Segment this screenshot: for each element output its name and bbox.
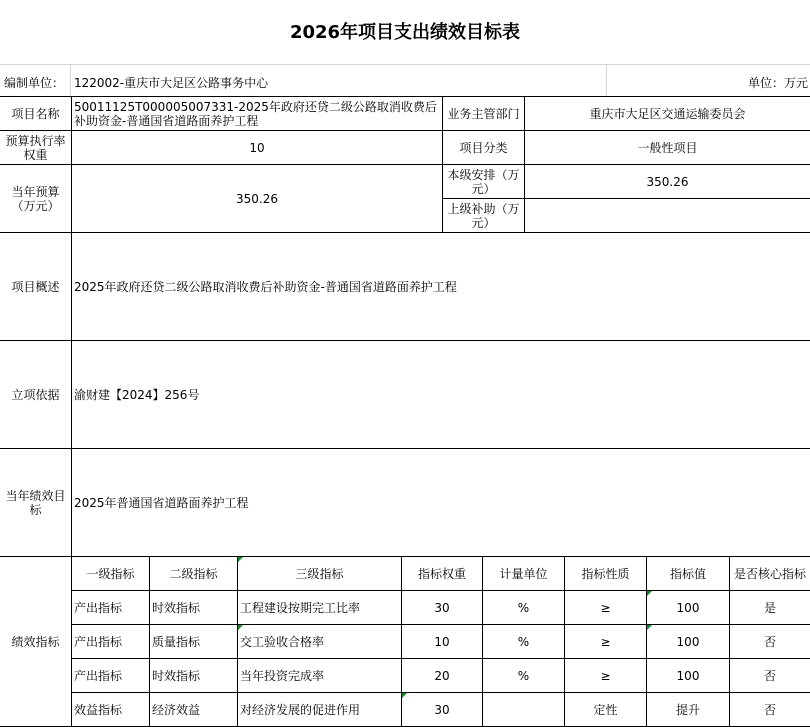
ind-0-level3: 工程建设按期完工比率 <box>237 590 402 625</box>
header-divider-top <box>0 64 810 65</box>
upper-value <box>524 198 810 233</box>
ind-1-level2: 质量指标 <box>149 624 238 659</box>
overview-label: 项目概述 <box>0 232 72 341</box>
ind-2-unit: % <box>482 658 565 693</box>
org-value: 122002-重庆市大足区公路事务中心 <box>74 76 269 90</box>
ind-1-nature: ≥ <box>564 624 647 659</box>
basis-label: 立项依据 <box>0 340 72 449</box>
goal-value: 2025年普通国省道路面养护工程 <box>71 448 810 557</box>
category-value: 一般性项目 <box>524 130 810 165</box>
ind-3-level1: 效益指标 <box>71 692 150 727</box>
ind-0-weight: 30 <box>401 590 483 625</box>
local-label: 本级安排（万元） <box>442 164 525 199</box>
ind-3-level3: 对经济发展的促进作用 <box>237 692 402 727</box>
ind-2-core: 否 <box>729 658 810 693</box>
ind-1-unit: % <box>482 624 565 659</box>
ind-2-level3: 当年投资完成率 <box>237 658 402 693</box>
local-value: 350.26 <box>524 164 810 199</box>
header-level3: 三级指标 <box>237 556 402 591</box>
page-title: 2026年项目支出绩效目标表 <box>289 22 521 43</box>
ind-0-unit: % <box>482 590 565 625</box>
ind-3-core: 否 <box>729 692 810 727</box>
ind-0-level1: 产出指标 <box>71 590 150 625</box>
ind-3-weight: 30 <box>401 692 483 727</box>
ind-1-weight: 10 <box>401 624 483 659</box>
ind-0-core: 是 <box>729 590 810 625</box>
basis-value: 渝财建【2024】256号 <box>71 340 810 449</box>
header-level2: 二级指标 <box>149 556 238 591</box>
unit-label: 单位：万元 <box>747 76 808 90</box>
ind-2-weight: 20 <box>401 658 483 693</box>
ind-2-nature: ≥ <box>564 658 647 693</box>
goal-label: 当年绩效目标 <box>0 448 72 557</box>
perf-label: 绩效指标 <box>0 556 72 727</box>
header-divider-right <box>606 64 607 97</box>
project-name-value: 50011125T000005007331-2025年政府还贷二级公路取消收费后补助资金-普通国省道路面养护工程 <box>71 96 443 131</box>
header-nature: 指标性质 <box>564 556 647 591</box>
ind-1-core: 否 <box>729 624 810 659</box>
header-weight: 指标权重 <box>401 556 483 591</box>
ind-0-nature: ≥ <box>564 590 647 625</box>
ind-2-value: 100 <box>646 658 730 693</box>
project-name-label: 项目名称 <box>0 96 72 131</box>
budget-value: 350.26 <box>71 164 443 233</box>
header-level1: 一级指标 <box>71 556 150 591</box>
weight-label: 预算执行率权重 <box>0 130 72 165</box>
ind-2-level1: 产出指标 <box>71 658 150 693</box>
dept-value: 重庆市大足区交通运输委员会 <box>524 96 810 131</box>
ind-0-level2: 时效指标 <box>149 590 238 625</box>
overview-value: 2025年政府还贷二级公路取消收费后补助资金-普通国省道路面养护工程 <box>71 232 810 341</box>
header-unit: 计量单位 <box>482 556 565 591</box>
ind-1-level1: 产出指标 <box>71 624 150 659</box>
ind-3-nature: 定性 <box>564 692 647 727</box>
upper-label: 上级补助（万元） <box>442 198 525 233</box>
ind-1-value: 100 <box>646 624 730 659</box>
ind-3-value: 提升 <box>646 692 730 727</box>
category-label: 项目分类 <box>442 130 525 165</box>
header-core: 是否核心指标 <box>729 556 810 591</box>
ind-1-level3: 交工验收合格率 <box>237 624 402 659</box>
weight-value: 10 <box>71 130 443 165</box>
ind-3-unit <box>482 692 565 727</box>
ind-2-level2: 时效指标 <box>149 658 238 693</box>
header-divider-left <box>70 64 71 97</box>
budget-label: 当年预算（万元） <box>0 164 72 233</box>
header-value: 指标值 <box>646 556 730 591</box>
ind-0-value: 100 <box>646 590 730 625</box>
org-label: 编制单位： <box>4 76 65 90</box>
ind-3-level2: 经济效益 <box>149 692 238 727</box>
dept-label: 业务主管部门 <box>442 96 525 131</box>
